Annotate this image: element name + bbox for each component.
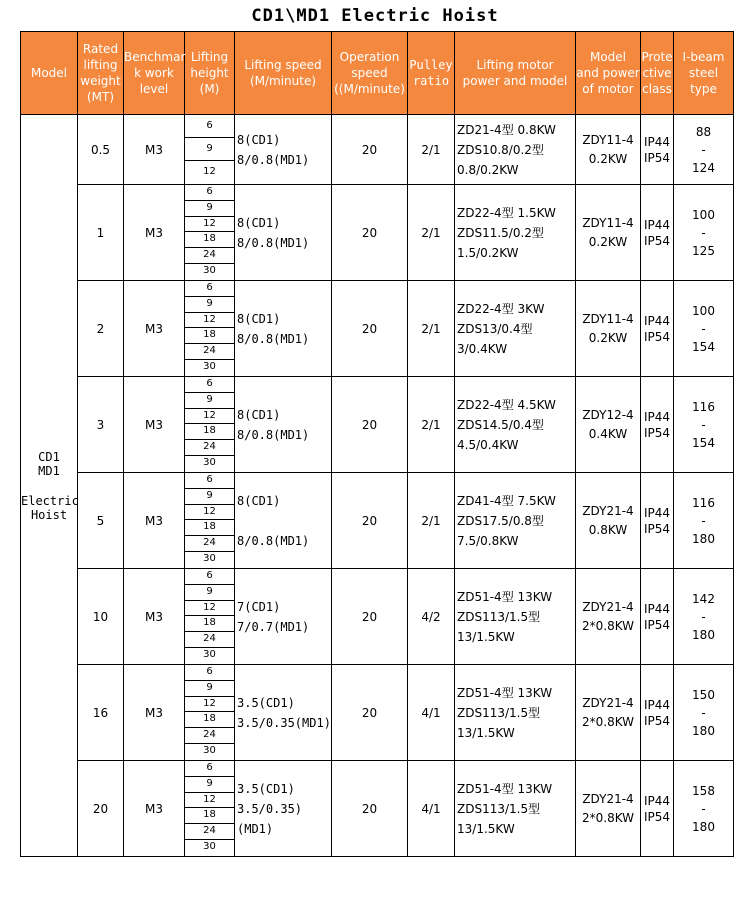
beam-cell: 142 - 180 bbox=[674, 569, 734, 665]
height-cell bbox=[185, 115, 235, 185]
operation-speed-cell: 20 bbox=[332, 665, 408, 761]
height-value: 18 bbox=[185, 328, 234, 344]
motor-line: ZDS113/1.5型 bbox=[457, 609, 541, 624]
height-value: 18 bbox=[185, 520, 234, 536]
speed-line: 3.5(CD1) bbox=[237, 781, 295, 796]
height-value: 24 bbox=[185, 440, 234, 456]
height-cell bbox=[185, 569, 235, 665]
work-level-cell: M3 bbox=[124, 761, 185, 857]
motor-line: 13/1.5KW bbox=[457, 629, 515, 644]
work-level-cell: M3 bbox=[124, 115, 185, 185]
speed-cell bbox=[235, 281, 332, 377]
operation-speed-cell: 20 bbox=[332, 761, 408, 857]
weight-cell: 0.5 bbox=[78, 115, 124, 185]
weight-cell: 2 bbox=[78, 281, 124, 377]
op-motor-cell: ZDY11-4 0.2KW bbox=[576, 281, 641, 377]
pulley-ratio-cell: 2/1 bbox=[408, 377, 455, 473]
speed-line: 7(CD1) bbox=[237, 599, 281, 614]
height-value: 6 bbox=[185, 761, 234, 777]
speed-line: 3.5/0.35(MD1) bbox=[237, 715, 331, 730]
height-cell bbox=[185, 473, 235, 569]
height-cell bbox=[185, 377, 235, 473]
header-work-level: Benchmar k work level bbox=[124, 32, 185, 115]
header-height: Lifting height (M) bbox=[185, 32, 235, 115]
speed-cell bbox=[235, 115, 332, 185]
op-motor-cell: ZDY11-4 0.2KW bbox=[576, 115, 641, 185]
lifting-motor-cell bbox=[455, 473, 576, 569]
height-cell bbox=[185, 761, 235, 857]
height-value: 12 bbox=[185, 409, 234, 425]
protective-class-cell: IP44 IP54 bbox=[641, 377, 674, 473]
height-value: 30 bbox=[203, 265, 216, 277]
speed-line: 8(CD1) bbox=[237, 215, 281, 230]
motor-line: 3/0.4KW bbox=[457, 341, 508, 356]
table-row bbox=[21, 281, 734, 377]
lifting-motor-cell bbox=[455, 185, 576, 281]
speed-line: 8(CD1) bbox=[237, 132, 281, 147]
height-value: 30 bbox=[203, 745, 216, 757]
header-model: Model bbox=[21, 32, 78, 115]
height-value: 12 bbox=[185, 505, 234, 521]
protective-class-cell: IP44 IP54 bbox=[641, 185, 674, 281]
motor-line: ZD22-4型 4.5KW bbox=[457, 397, 556, 412]
height-value: 12 bbox=[203, 166, 216, 177]
height-cell bbox=[185, 185, 235, 281]
height-value: 12 bbox=[185, 217, 234, 233]
speed-line: 3.5/0.35) bbox=[237, 801, 303, 816]
spec-table bbox=[20, 31, 734, 857]
motor-line: ZDS10.8/0.2型 bbox=[457, 142, 544, 157]
header-speed: Lifting speed (M/minute) bbox=[235, 32, 332, 115]
height-value: 6 bbox=[185, 185, 234, 201]
speed-line bbox=[237, 511, 331, 531]
motor-line: ZD51-4型 13KW bbox=[457, 685, 553, 700]
protective-class-cell: IP44 IP54 bbox=[641, 665, 674, 761]
height-value: 12 bbox=[185, 697, 234, 713]
height-value: 24 bbox=[185, 344, 234, 360]
height-value: 9 bbox=[185, 777, 234, 793]
beam-cell: 116 - 154 bbox=[674, 377, 734, 473]
pulley-ratio-cell: 4/2 bbox=[408, 569, 455, 665]
speed-line: 8(CD1) bbox=[237, 311, 281, 326]
motor-line: 0.8/0.2KW bbox=[457, 162, 519, 177]
beam-cell: 150 - 180 bbox=[674, 665, 734, 761]
protective-class-cell: IP44 IP54 bbox=[641, 569, 674, 665]
pulley-ratio-cell: 4/1 bbox=[408, 761, 455, 857]
motor-line: ZDS113/1.5型 bbox=[457, 801, 541, 816]
motor-line: ZD22-4型 1.5KW bbox=[457, 205, 556, 220]
weight-cell: 5 bbox=[78, 473, 124, 569]
op-motor-cell: ZDY21-4 2*0.8KW bbox=[576, 569, 641, 665]
header-operation: Operation speed ((M/minute) bbox=[332, 32, 408, 115]
motor-line: ZDS17.5/0.8型 bbox=[457, 513, 544, 528]
weight-cell: 20 bbox=[78, 761, 124, 857]
beam-cell: 158 - 180 bbox=[674, 761, 734, 857]
header-pulley: Pulley ratio bbox=[408, 32, 455, 115]
speed-line: 8/0.8(MD1) bbox=[237, 235, 310, 250]
table-row bbox=[21, 569, 734, 665]
height-value: 24 bbox=[185, 728, 234, 744]
table-row bbox=[21, 377, 734, 473]
header-lifting-motor: Lifting motor power and model bbox=[455, 32, 576, 115]
height-value: 9 bbox=[185, 393, 234, 409]
speed-line: 8/0.8(MD1) bbox=[237, 331, 310, 346]
speed-line: 3.5(CD1) bbox=[237, 695, 295, 710]
motor-line: ZD51-4型 13KW bbox=[457, 781, 553, 796]
speed-line: 8(CD1) bbox=[237, 493, 281, 508]
work-level-cell: M3 bbox=[124, 185, 185, 281]
beam-cell: 88 - 124 bbox=[674, 115, 734, 185]
table-row bbox=[21, 185, 734, 281]
height-value: 30 bbox=[203, 457, 216, 469]
height-value: 6 bbox=[185, 569, 234, 585]
height-value: 6 bbox=[185, 281, 234, 297]
header-weight: Rated lifting weight (MT) bbox=[78, 32, 124, 115]
op-motor-cell: ZDY21-4 0.8KW bbox=[576, 473, 641, 569]
work-level-cell: M3 bbox=[124, 665, 185, 761]
height-value: 12 bbox=[185, 313, 234, 329]
operation-speed-cell: 20 bbox=[332, 281, 408, 377]
height-value: 6 bbox=[185, 115, 234, 138]
height-value: 30 bbox=[203, 361, 216, 373]
lifting-motor-cell bbox=[455, 377, 576, 473]
height-value: 24 bbox=[185, 632, 234, 648]
speed-cell bbox=[235, 377, 332, 473]
height-value: 30 bbox=[203, 841, 216, 853]
motor-line: ZD51-4型 13KW bbox=[457, 589, 553, 604]
speed-cell bbox=[235, 473, 332, 569]
height-value: 24 bbox=[185, 824, 234, 840]
motor-line: 13/1.5KW bbox=[457, 725, 515, 740]
pulley-ratio-cell: 2/1 bbox=[408, 115, 455, 185]
op-motor-cell: ZDY11-4 0.2KW bbox=[576, 185, 641, 281]
speed-line: 8/0.8(MD1) bbox=[237, 427, 310, 442]
speed-line: 8/0.8(MD1) bbox=[237, 152, 310, 167]
speed-line: 7/0.7(MD1) bbox=[237, 619, 310, 634]
header-op-motor: Model and power of motor bbox=[576, 32, 641, 115]
lifting-motor-cell bbox=[455, 761, 576, 857]
height-cell bbox=[185, 665, 235, 761]
motor-line: ZD41-4型 7.5KW bbox=[457, 493, 556, 508]
height-value: 30 bbox=[203, 553, 216, 565]
speed-line: 8(CD1) bbox=[237, 407, 281, 422]
speed-cell bbox=[235, 185, 332, 281]
height-value: 24 bbox=[185, 248, 234, 264]
beam-cell: 116 - 180 bbox=[674, 473, 734, 569]
work-level-cell: M3 bbox=[124, 569, 185, 665]
height-cell bbox=[185, 281, 235, 377]
operation-speed-cell: 20 bbox=[332, 569, 408, 665]
lifting-motor-cell bbox=[455, 665, 576, 761]
work-level-cell: M3 bbox=[124, 473, 185, 569]
height-value: 9 bbox=[185, 681, 234, 697]
table-row bbox=[21, 115, 734, 185]
motor-line: ZDS113/1.5型 bbox=[457, 705, 541, 720]
pulley-ratio-cell: 2/1 bbox=[408, 281, 455, 377]
work-level-cell: M3 bbox=[124, 281, 185, 377]
operation-speed-cell: 20 bbox=[332, 185, 408, 281]
height-value: 9 bbox=[185, 138, 234, 161]
protective-class-cell: IP44 IP54 bbox=[641, 761, 674, 857]
weight-cell: 16 bbox=[78, 665, 124, 761]
height-value: 24 bbox=[185, 536, 234, 552]
height-value: 18 bbox=[185, 712, 234, 728]
protective-class-cell: IP44 IP54 bbox=[641, 473, 674, 569]
speed-line: (MD1) bbox=[237, 821, 274, 836]
operation-speed-cell: 20 bbox=[332, 473, 408, 569]
height-value: 9 bbox=[185, 201, 234, 217]
model-cell: CD1 MD1 Electric Hoist bbox=[21, 115, 78, 857]
height-value: 18 bbox=[185, 808, 234, 824]
op-motor-cell: ZDY21-4 2*0.8KW bbox=[576, 665, 641, 761]
page-title: CD1\MD1 Electric Hoist bbox=[251, 6, 499, 26]
height-value: 6 bbox=[185, 377, 234, 393]
beam-cell: 100 - 154 bbox=[674, 281, 734, 377]
pulley-ratio-cell: 2/1 bbox=[408, 473, 455, 569]
height-value: 12 bbox=[185, 793, 234, 809]
table-row bbox=[21, 665, 734, 761]
operation-speed-cell: 20 bbox=[332, 115, 408, 185]
height-value: 12 bbox=[185, 601, 234, 617]
speed-cell bbox=[235, 569, 332, 665]
motor-line: ZDS14.5/0.4型 bbox=[457, 417, 544, 432]
height-value: 30 bbox=[203, 649, 216, 661]
lifting-motor-cell bbox=[455, 115, 576, 185]
header-protective: Prote ctive class bbox=[641, 32, 674, 115]
speed-cell bbox=[235, 665, 332, 761]
header-beam: I-beam steel type bbox=[674, 32, 734, 115]
op-motor-cell: ZDY21-4 2*0.8KW bbox=[576, 761, 641, 857]
motor-line: 1.5/0.2KW bbox=[457, 245, 519, 260]
speed-line: 8/0.8(MD1) bbox=[237, 533, 310, 548]
weight-cell: 1 bbox=[78, 185, 124, 281]
lifting-motor-cell bbox=[455, 281, 576, 377]
header-row bbox=[21, 32, 734, 115]
height-value: 18 bbox=[185, 424, 234, 440]
height-value: 6 bbox=[185, 665, 234, 681]
speed-cell bbox=[235, 761, 332, 857]
pulley-ratio-cell: 4/1 bbox=[408, 665, 455, 761]
lifting-motor-cell bbox=[455, 569, 576, 665]
operation-speed-cell: 20 bbox=[332, 377, 408, 473]
table-row bbox=[21, 761, 734, 857]
beam-cell: 100 - 125 bbox=[674, 185, 734, 281]
motor-line: 7.5/0.8KW bbox=[457, 533, 519, 548]
height-value: 6 bbox=[185, 473, 234, 489]
motor-line: ZDS13/0.4型 bbox=[457, 321, 533, 336]
height-value: 18 bbox=[185, 616, 234, 632]
protective-class-cell: IP44 IP54 bbox=[641, 281, 674, 377]
height-value: 18 bbox=[185, 232, 234, 248]
motor-line: ZD21-4型 0.8KW bbox=[457, 122, 556, 137]
motor-line: ZDS11.5/0.2型 bbox=[457, 225, 544, 240]
pulley-ratio-cell: 2/1 bbox=[408, 185, 455, 281]
motor-line: 13/1.5KW bbox=[457, 821, 515, 836]
motor-line: 4.5/0.4KW bbox=[457, 437, 519, 452]
height-value: 9 bbox=[185, 489, 234, 505]
height-value: 9 bbox=[185, 585, 234, 601]
op-motor-cell: ZDY12-4 0.4KW bbox=[576, 377, 641, 473]
table-row bbox=[21, 473, 734, 569]
work-level-cell: M3 bbox=[124, 377, 185, 473]
weight-cell: 10 bbox=[78, 569, 124, 665]
motor-line: ZD22-4型 3KW bbox=[457, 301, 545, 316]
protective-class-cell: IP44 IP54 bbox=[641, 115, 674, 185]
weight-cell: 3 bbox=[78, 377, 124, 473]
height-value: 9 bbox=[185, 297, 234, 313]
